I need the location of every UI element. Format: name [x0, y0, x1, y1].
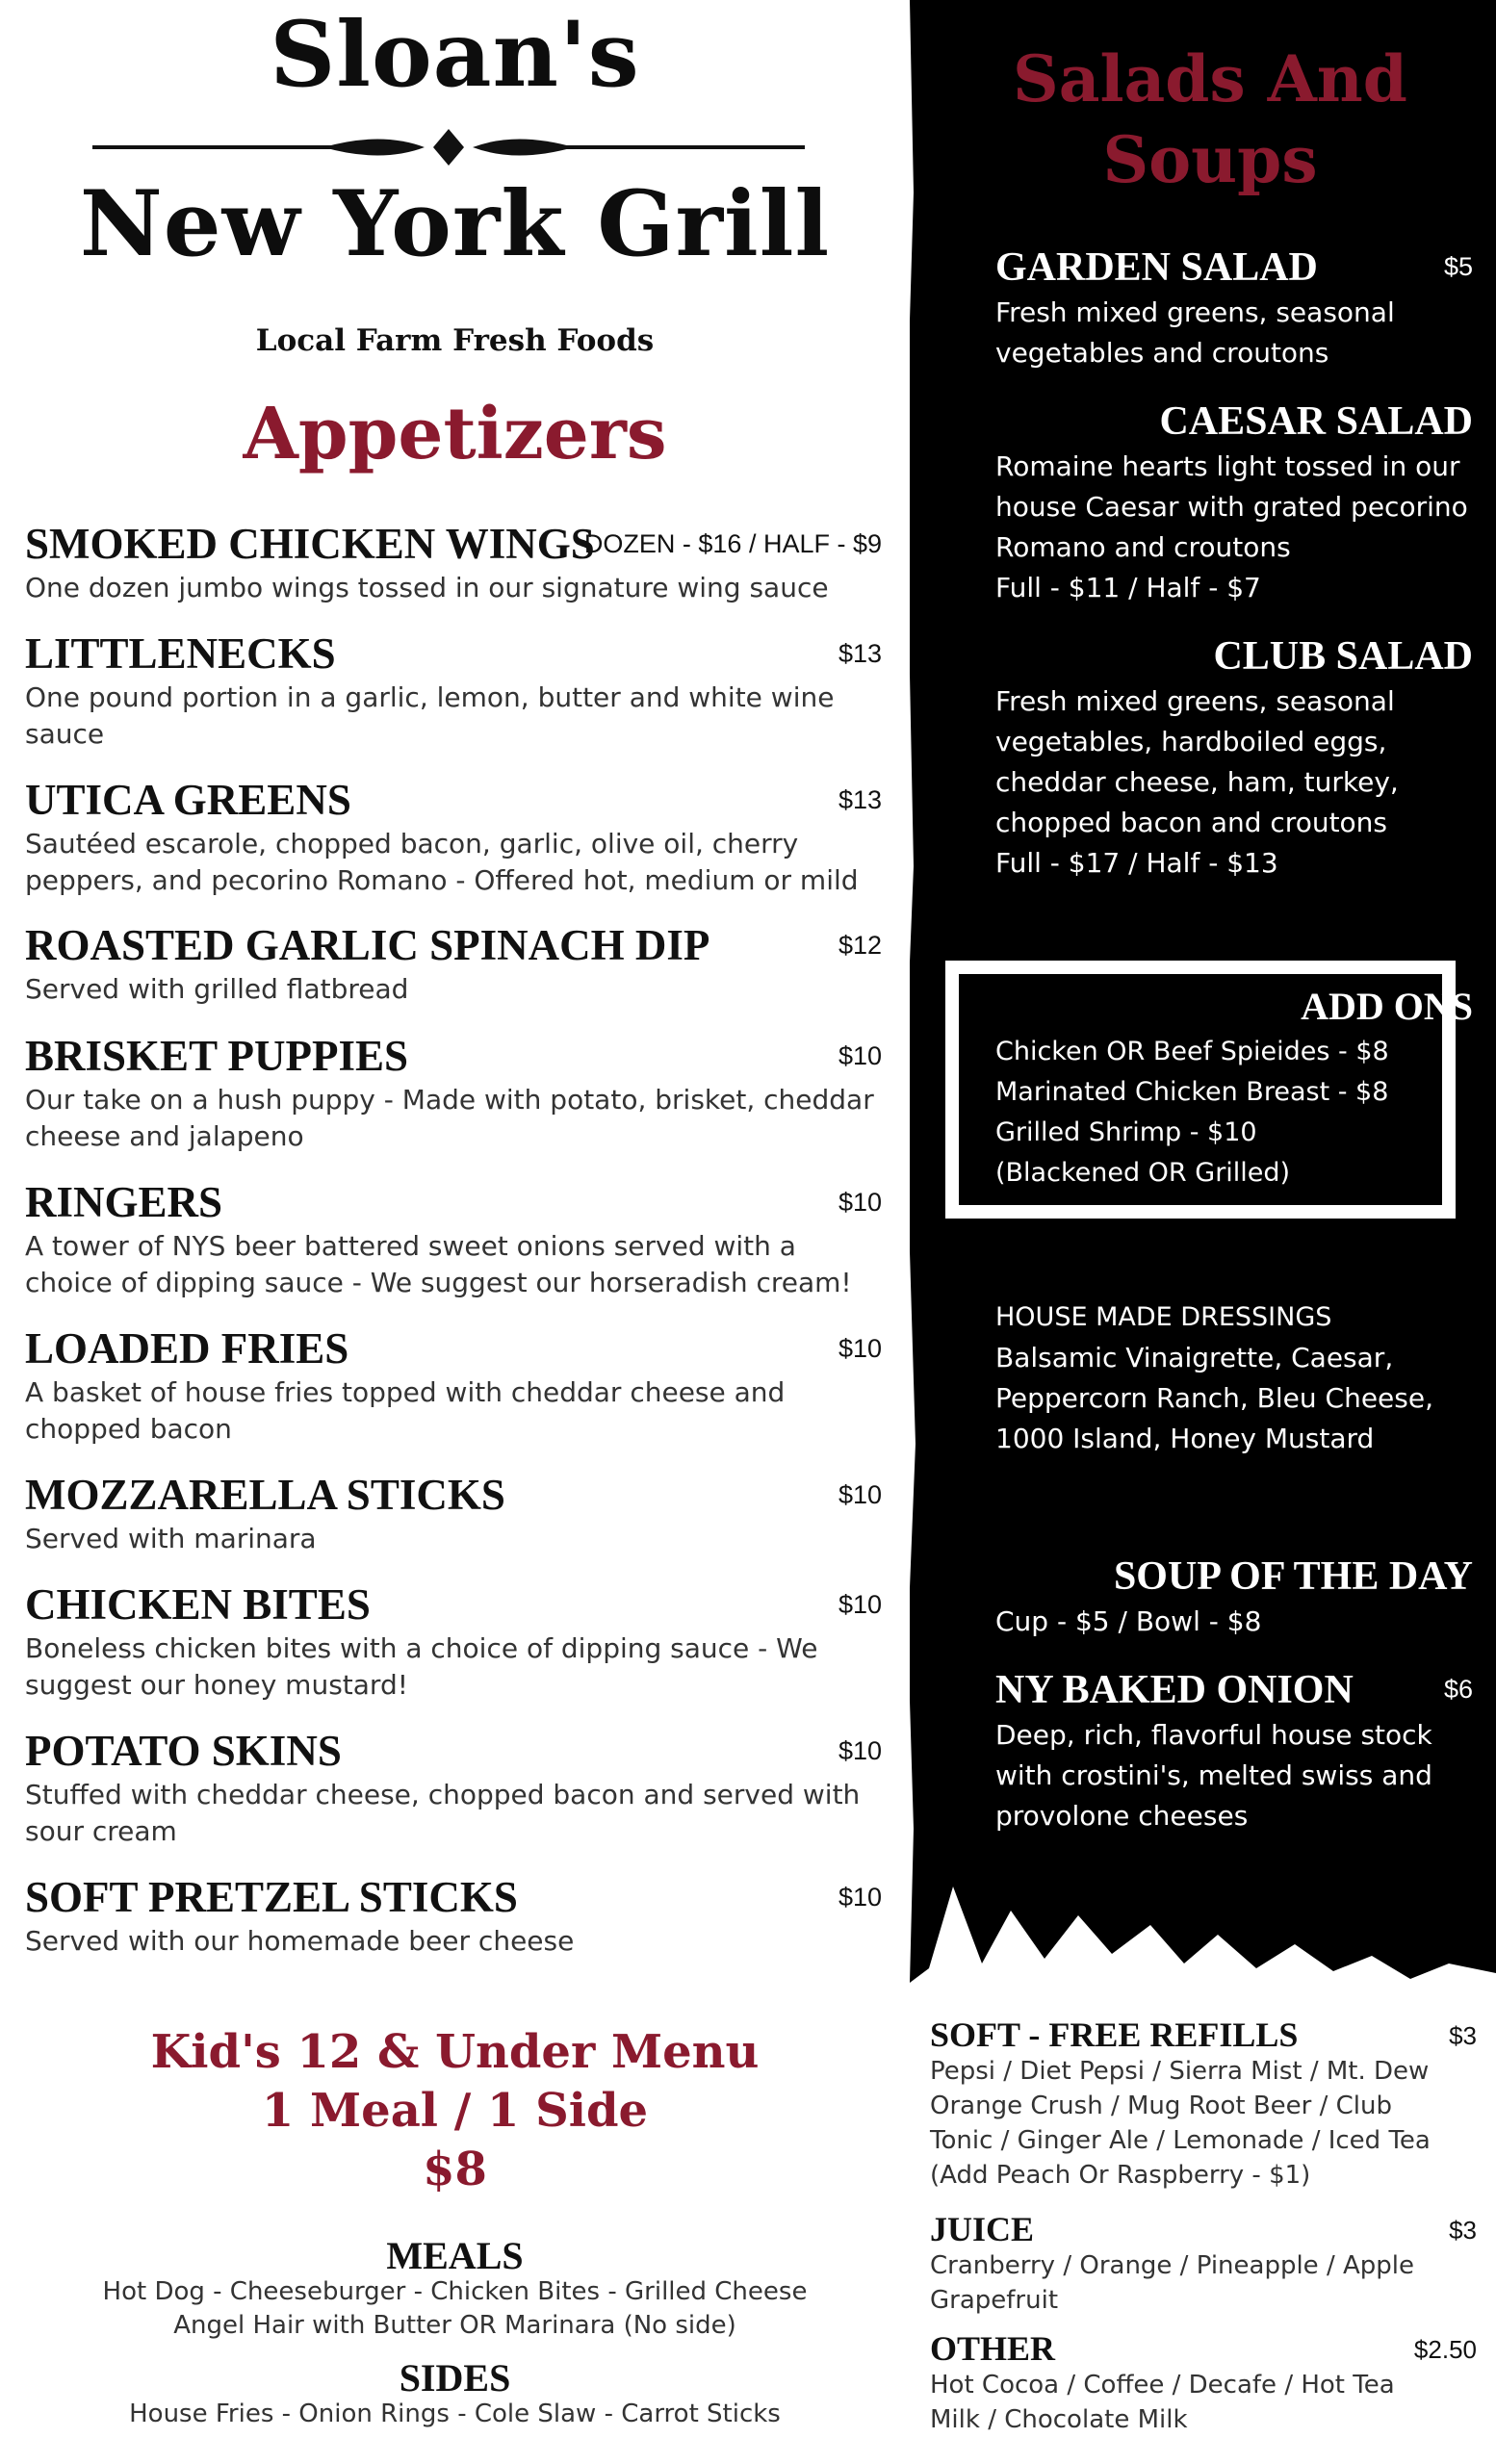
dressing-list: Peppercorn Ranch, Bleu Cheese, — [995, 1382, 1433, 1414]
item-name: UTICA GREENS — [25, 776, 351, 824]
salads-title-line2: Soups — [1102, 122, 1318, 197]
kids-sides-heading: SIDES — [399, 2356, 511, 2400]
drink-price: $3 — [1449, 2021, 1477, 2050]
item-name: SMOKED CHICKEN WINGS — [25, 520, 595, 568]
item-price: $10 — [838, 1334, 882, 1363]
menu-item — [25, 1871, 882, 1960]
item-price: Full - $17 / Half - $13 — [995, 847, 1278, 879]
menu-item — [25, 1176, 882, 1301]
item-price: $10 — [838, 1041, 882, 1070]
item-name: LOADED FRIES — [25, 1324, 349, 1373]
item-description: cheddar cheese, ham, turkey, — [995, 766, 1399, 798]
item-price: $10 — [838, 1590, 882, 1619]
menu-item — [25, 1469, 882, 1557]
kids-menu-heading — [0, 2023, 910, 2199]
item-name: GARDEN SALAD — [995, 245, 1318, 290]
item-description: with crostini's, melted swiss and — [995, 1759, 1432, 1791]
item-price: $10 — [838, 1883, 882, 1912]
item-description: A basket of house fries topped with cheddar cheese and chopped bacon — [25, 1376, 786, 1445]
item-description: Romano and croutons — [995, 531, 1291, 563]
kids-meals-heading: MEALS — [386, 2234, 524, 2277]
menu-item — [25, 919, 882, 1008]
item-name: BRISKET PUPPIES — [25, 1032, 409, 1080]
restaurant-name-line2: New York Grill — [79, 171, 831, 277]
item-name: SOFT PRETZEL STICKS — [25, 1873, 518, 1921]
dressing-list: 1000 Island, Honey Mustard — [995, 1423, 1375, 1454]
add-on-item: Grilled Shrimp - $10 — [995, 1117, 1257, 1147]
menu-item — [25, 628, 882, 753]
salads-title-line1: Salads And — [1013, 41, 1407, 116]
kids-title-line2: 1 Meal / 1 Side — [261, 2084, 649, 2138]
menu-item — [25, 518, 882, 606]
drink-list: Hot Cocoa / Coffee / Decafe / Hot Tea — [930, 2371, 1395, 2400]
add-ons-title: ADD ONS — [1301, 985, 1473, 1028]
menu-item — [25, 1725, 882, 1850]
menu-item — [25, 1578, 882, 1704]
menu-item — [995, 397, 1473, 608]
drink-name: JUICE — [930, 2210, 1035, 2248]
drink-list: Grapefruit — [930, 2286, 1059, 2315]
item-name: CAESAR SALAD — [1159, 399, 1473, 444]
item-name: MOZZARELLA STICKS — [25, 1471, 505, 1519]
menu-item — [995, 631, 1473, 884]
item-description: Our take on a hush puppy - Made with potato, brisket, cheddar cheese and jalapeno — [25, 1084, 874, 1152]
add-on-item: Chicken OR Beef Spieides - $8 — [995, 1037, 1389, 1066]
dressing-list: Balsamic Vinaigrette, Caesar, — [995, 1342, 1394, 1373]
item-price: $12 — [838, 931, 882, 960]
item-description: Served with marinara — [25, 1523, 317, 1554]
item-description: vegetables, hardboiled eggs, — [995, 726, 1387, 757]
drink-price: $2.50 — [1413, 2335, 1477, 2364]
add-ons — [995, 982, 1473, 1194]
drink-price: $3 — [1449, 2216, 1477, 2245]
menu-item — [995, 1665, 1473, 1836]
drink-name: SOFT - FREE REFILLS — [930, 2015, 1299, 2054]
item-description: vegetables and croutons — [995, 337, 1329, 369]
item-description: One pound portion in a garlic, lemon, butter and white wine sauce — [25, 681, 835, 750]
drink-list: (Add Peach Or Raspberry - $1) — [930, 2161, 1311, 2190]
drink-name: OTHER — [930, 2329, 1056, 2368]
item-name: SOUP OF THE DAY — [1113, 1554, 1473, 1599]
drink-list: Cranberry / Orange / Pineapple / Apple — [930, 2251, 1414, 2280]
item-price: $13 — [838, 785, 882, 814]
drink-item — [930, 2015, 1477, 2193]
drink-list: Orange Crush / Mug Root Beer / Club — [930, 2092, 1392, 2120]
item-price: $5 — [1443, 252, 1473, 281]
item-name: CHICKEN BITES — [25, 1580, 371, 1629]
kids-price: $8 — [423, 2143, 487, 2196]
item-price: $10 — [838, 1188, 882, 1217]
item-price: $10 — [838, 1736, 882, 1765]
item-description: Sautéed escarole, chopped bacon, garlic, olive oil, cherry peppers, and pecorino Romano - Offered hot, medium or mild — [25, 828, 859, 896]
drink-list: Tonic / Ginger Ale / Lemonade / Iced Tea — [930, 2126, 1431, 2155]
item-description: Fresh mixed greens, seasonal — [995, 685, 1395, 717]
menu-item — [995, 243, 1473, 373]
kids-meals-line2: Angel Hair with Butter OR Marinara (No side) — [173, 2311, 736, 2340]
dressings — [995, 1297, 1473, 1459]
drink-item — [930, 2329, 1477, 2437]
item-description: chopped bacon and croutons — [995, 807, 1388, 838]
item-description: One dozen jumbo wings tossed in our signature wing sauce — [25, 572, 829, 603]
salads-soups-heading — [924, 38, 1496, 200]
kids-meals-line1: Hot Dog - Cheeseburger - Chicken Bites - Grilled Cheese — [102, 2277, 808, 2306]
kids-title-line1: Kid's 12 & Under Menu — [150, 2025, 760, 2079]
item-name: LITTLENECKS — [25, 629, 336, 678]
add-on-item: Marinated Chicken Breast - $8 — [995, 1077, 1389, 1107]
item-description: Boneless chicken bites with a choice of dipping sauce - We suggest our honey mustard! — [25, 1632, 818, 1701]
item-price: DOZEN - $16 / HALF - $9 — [583, 529, 882, 558]
item-description: house Caesar with grated pecorino — [995, 491, 1468, 523]
drink-list: Milk / Chocolate Milk — [930, 2405, 1188, 2434]
appetizers-heading: Appetizers — [243, 393, 667, 475]
menu-item — [25, 1322, 882, 1448]
item-description: Served with our homemade beer cheese — [25, 1925, 575, 1957]
dressings-title: HOUSE MADE DRESSINGS — [995, 1302, 1332, 1332]
item-description: Stuffed with cheddar cheese, chopped bacon and served with sour cream — [25, 1779, 861, 1847]
item-price: $13 — [838, 639, 882, 668]
item-name: POTATO SKINS — [25, 1727, 342, 1775]
item-price: $6 — [1443, 1675, 1473, 1704]
item-price: Cup - $5 / Bowl - $8 — [995, 1605, 1262, 1637]
item-name: NY BAKED ONION — [995, 1668, 1354, 1712]
item-name: ROASTED GARLIC SPINACH DIP — [25, 921, 710, 969]
item-description: Deep, rich, flavorful house stock — [995, 1719, 1432, 1751]
item-name: CLUB SALAD — [1213, 634, 1473, 679]
drink-item — [930, 2210, 1477, 2318]
item-description: provolone cheeses — [995, 1800, 1249, 1832]
menu-item — [995, 1552, 1473, 1642]
item-description: Romaine hearts light tossed in our — [995, 450, 1460, 482]
item-description: Served with grilled flatbread — [25, 973, 409, 1005]
item-price: Full - $11 / Half - $7 — [995, 572, 1261, 603]
menu-item — [25, 1030, 882, 1155]
item-price: $10 — [838, 1480, 882, 1509]
item-description: A tower of NYS beer battered sweet onions served with a choice of dipping sauce - We suggest our horseradish cream! — [25, 1230, 852, 1298]
add-on-item: (Blackened OR Grilled) — [995, 1158, 1291, 1188]
restaurant-name-line1: Sloan's — [270, 2, 640, 108]
divider-ornament — [92, 123, 805, 171]
drink-list: Pepsi / Diet Pepsi / Sierra Mist / Mt. Dew — [930, 2057, 1430, 2086]
tagline: Local Farm Fresh Foods — [255, 323, 655, 358]
menu-item — [25, 774, 882, 899]
item-name: RINGERS — [25, 1178, 223, 1226]
kids-sides-line: House Fries - Onion Rings - Cole Slaw - Carrot Sticks — [129, 2400, 781, 2428]
item-description: Fresh mixed greens, seasonal — [995, 296, 1395, 328]
